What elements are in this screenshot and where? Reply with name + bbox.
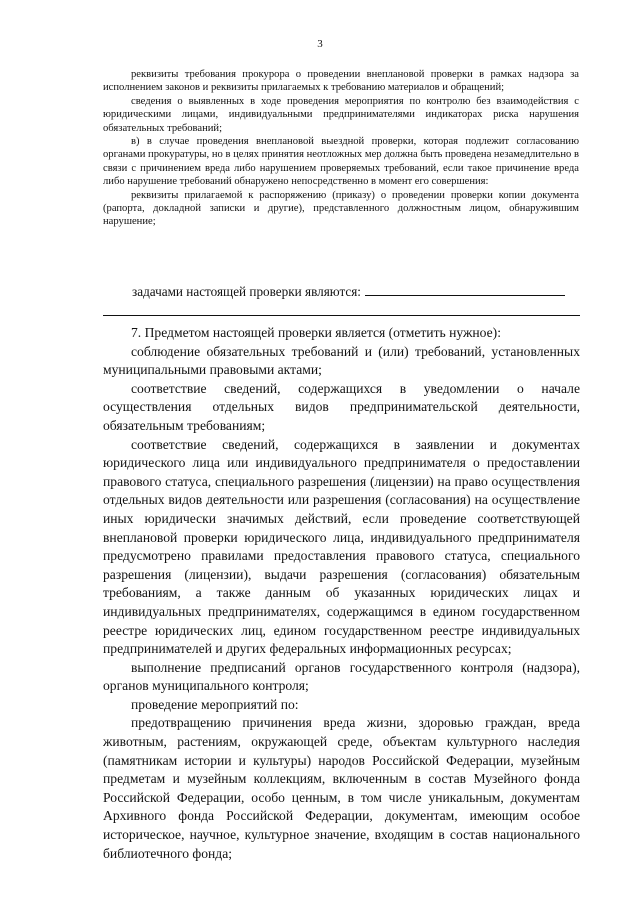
subject-option-notification-compliance: соответствие сведений, содержащихся в уведомлении о начале осуществления отдельных видов предпринимательской деятельности, обязательным требованиям; (103, 380, 580, 433)
subject-option-measures: проведение мероприятий по: (131, 696, 299, 712)
subject-heading: 7. Предметом настоящей проверки является (отметить нужное): (131, 325, 501, 340)
inspection-tasks-label: задачами настоящей проверки являются: (132, 284, 361, 299)
section-divider (103, 315, 580, 316)
attached-document-paragraph: реквизиты прилагаемой к распоряжению (приказу) о проведении проверки копии документа (рапорта, докладной записки и другие), представленного должностным лицом, обнаружившим нарушение; (103, 189, 579, 228)
prosecutor-requirement-paragraph: реквизиты требования прокурора о проведении внеплановой проверки в рамках надзора за исполнением законов и реквизиты прилагаемых к требованию материалов и обращений; (103, 69, 579, 94)
inspection-tasks-blank (365, 283, 565, 296)
inspection-tasks-row (132, 283, 565, 300)
subject-option-orders-execution: выполнение предписаний органов государственного контроля (надзора), органов муниципального контроля; (103, 659, 580, 694)
risk-indicators-paragraph: сведения о выявленных в ходе проведения мероприятия по контролю без взаимодействия с юридическими лицами, индивидуальными предпринимателями индикаторах риска нарушения обязательных требований; (103, 95, 579, 134)
requisites-section (103, 68, 579, 229)
subject-option-mandatory-requirements: соблюдение обязательных требований и (или) требований, установленных муниципальными правовыми актами; (103, 343, 580, 378)
inspection-subject-section (103, 324, 580, 863)
subject-option-harm-prevention: предотвращению причинения вреда жизни, здоровью граждан, вреда животным, растениям, окружающей среде, объектам культурного наследия (памятникам истории и культуры) народов Российской Федерации, музейным предметам и музейным коллекциям, включенным в состав Музейного фонда Российской Федерации, особо ценным, в том числе уникальным, документам Архивного фонда Российской Федерации, документам, имеющим особое историческое, научное, культурное значение, входящим в состав национального библиотечного фонда; (103, 715, 580, 861)
page-number: 3 (317, 38, 323, 50)
subject-option-application-compliance: соответствие сведений, содержащихся в заявлении и документах юридического лица или индивидуального предпринимателя о предоставлении правового статуса, специального разрешения (лицензии) на право осуществления отдельных видов деятельности или разрешения (согласования) на осуществление иных юридически значимых действий, если проведение соответствующей внеплановой проверки юридического лица, индивидуального предпринимателя предусмотрено правилами предоставления правового статуса, специального разрешения (лицензии), выдачи разрешения (согласования) обязательным требованиям, а также данным об указанных юридических лицах и индивидуальных предпринимателях, содержащимся в едином государственном реестре юридических лиц, едином государственном реестре индивидуальных предпринимателей и других федеральных информационных ресурсах; (103, 436, 580, 657)
urgent-inspection-paragraph: в) в случае проведения внеплановой выездной проверки, которая подлежит согласованию органами прокуратуры, но в целях принятия неотложных мер должна быть проведена незамедлительно в связи с причинением вреда либо нарушением проверяемых требований, если такое причинение вреда либо нарушение требований обнаружено непосредственно в момент его совершения: (103, 136, 579, 188)
